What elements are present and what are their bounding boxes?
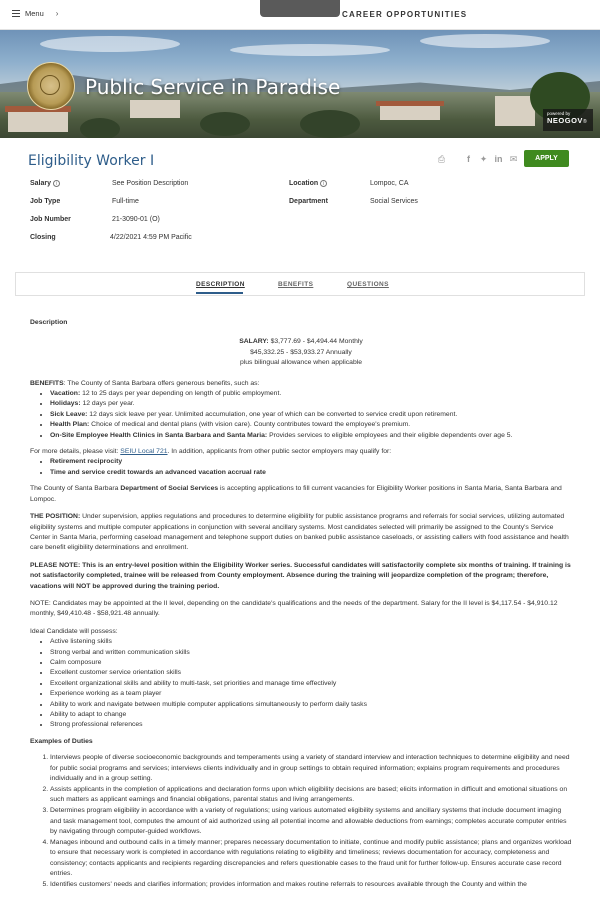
job-title: Eligibility Worker I [28, 153, 155, 169]
job-type-label: Job Type [30, 198, 61, 205]
info-icon[interactable]: i [320, 180, 327, 187]
more-details: For more details, please visit: SEIU Local 721. In addition, applicants from other public sector employers may qualify for: [30, 448, 392, 456]
neogov-brand: NEOGOV [547, 116, 583, 125]
list-item: 5. Identifies customers' needs and clarifies information; provides information and makes routine referrals to resources available through the County and within the [50, 880, 572, 890]
active-tab-indicator [196, 292, 243, 294]
closing-value: 4/22/2021 4:59 PM Pacific [110, 234, 192, 241]
tab-description[interactable]: DESCRIPTION [196, 281, 245, 288]
salary-block [30, 337, 572, 368]
list-item: • Retirement reciprocity [50, 457, 572, 467]
duties-list [50, 753, 572, 890]
facebook-icon[interactable]: f [467, 154, 470, 164]
list-item: • Sick Leave: 12 days sick leave per year. Unlimited accumulation, one year of which can be converted to service credit upon retirement. [50, 410, 572, 420]
neogov-badge[interactable]: powered by NEOGOV® [543, 109, 593, 131]
job-number-value: 21-3090-01 (O) [112, 216, 160, 223]
share-actions [437, 155, 518, 164]
list-item: • Active listening skills [50, 637, 572, 647]
list-item: • Strong verbal and written communication skills [50, 648, 572, 658]
location-value: Lompoc, CA [370, 180, 409, 187]
description-heading: Description [30, 319, 68, 326]
list-item: • Holidays: 12 days per year. [50, 399, 572, 409]
list-item: • Experience working as a team player [50, 689, 572, 699]
seiu-link[interactable]: SEIU Local 721 [120, 448, 168, 456]
county-seal-logo [27, 62, 75, 110]
top-bar [0, 0, 600, 30]
email-icon[interactable]: ✉ [509, 154, 518, 164]
hero-banner [0, 30, 600, 138]
twitter-icon[interactable]: ✦ [479, 154, 488, 164]
duties-heading: Examples of Duties [30, 737, 93, 745]
list-item: 1. Interviews people of diverse socioeconomic backgrounds and temperaments using a variety of standard interview and interaction techniques to determine eligibility and need for public social programs and services; interviews clients individually and in group settings to obtain required information; explains program requirements and procedures individually and in a group setting. [50, 753, 572, 784]
note-ii-paragraph: NOTE: Candidates may be appointed at the II level, depending on the candidate's qualifications and the needs of the department. Salary for the II level is $4,117.54 - $4,910.12 monthly, $49,410.48 - $58,921.48 annually. [30, 599, 558, 618]
apply-button[interactable]: APPLY [524, 150, 569, 167]
location-label: Location [289, 180, 319, 187]
powered-by-text: powered by [547, 111, 571, 116]
department-label: Department [289, 198, 328, 205]
intro-paragraph: The County of Santa Barbara Department of Social Services is accepting applications to fill current vacancies for Eligibility Worker positions in Santa Maria, Santa Barbara and Lompoc. [30, 485, 562, 503]
list-item: • Excellent organizational skills and ability to multi-task, set priorities and manage time effectively [50, 679, 572, 689]
job-description [30, 318, 572, 897]
extra-benefits-list [50, 457, 572, 478]
ideal-list [50, 637, 572, 731]
department-value: Social Services [370, 198, 418, 205]
list-item: • Calm composure [50, 658, 572, 668]
salary-label: Salary [30, 180, 52, 187]
closing-label: Closing [30, 234, 56, 241]
info-icon[interactable]: i [53, 180, 60, 187]
tab-benefits[interactable]: BENEFITS [278, 281, 314, 288]
list-item: 2. Assists applicants in the completion of applications and declaration forms upon which eligibility decisions are based; elicits information in difficult and emotional situations on such matters as applicant earnings and financial obligations, parental status and living arrangements. [50, 785, 572, 806]
list-item: • Time and service credit towards an advanced vacation accrual rate [50, 468, 572, 478]
menu-button[interactable] [12, 9, 58, 18]
print-icon[interactable]: ⎙ [437, 154, 446, 164]
list-item: • Excellent customer service orientation skills [50, 668, 572, 678]
hamburger-icon [12, 10, 20, 17]
list-item: • Strong professional references [50, 720, 572, 730]
benefits-intro: BENEFITS: The County of Santa Barbara offers generous benefits, such as: [30, 379, 260, 387]
job-number-label: Job Number [30, 216, 71, 223]
page-title: CAREER OPPORTUNITIES [342, 10, 468, 19]
list-item: • Ability to work and navigate between multiple computer applications simultaneously to perform daily tasks [50, 700, 572, 710]
salary-note: plus bilingual allowance when applicable [239, 359, 363, 367]
chevron-right-icon: › [55, 9, 59, 18]
top-dark-tab [260, 0, 340, 17]
linkedin-icon[interactable]: in [494, 154, 503, 164]
list-item: • On-Site Employee Health Clinics in Santa Barbara and Santa Maria: Provides services to eligible employees and their eligible dependents over age 5. [50, 431, 572, 441]
tab-questions[interactable]: QUESTIONS [347, 281, 389, 288]
list-item: • Vacation: 12 to 25 days per year depending on length of public employment. [50, 389, 572, 399]
tab-bar [15, 272, 585, 296]
job-type-value: Full-time [112, 198, 139, 205]
list-item: • Ability to adapt to change [50, 710, 572, 720]
salary-value: See Position Description [112, 180, 189, 187]
list-item: 4. Manages inbound and outbound calls in a timely manner; prepares necessary documentation to initiate, continue and modify public assistance; plans and organizes workload to ensure that necessary work is completed in accordance with regulations relating to eligibility and timeliness; reviews documentation for accuracy, completeness and consistency; contacts applicants and recipients regarding discrepancies and refers questionable cases to the fraud unit for further follow-up. Ensures accurate case record entries. [50, 838, 572, 880]
list-item: • Health Plan: Choice of medical and dental plans (with vision care). County contributes toward the employee's premium. [50, 420, 572, 430]
banner-title: Public Service in Paradise [85, 75, 341, 99]
position-paragraph: THE POSITION: Under supervision, applies regulations and procedures to determine eligibility for public assistance programs and referrals for social services, utilizing automated eligibility systems and multiple computer applications in conjunction with several ancillary systems. Most candidates selected will primarily be assigned to the County's Service Center in Santa Maria, performing caseload management and telephone support duties on banked public assistance caseloads, or assisting callers with food assistance and health care benefit eligibility determinations and enrollment. [30, 513, 569, 552]
benefits-list [50, 389, 572, 441]
please-note-paragraph: PLEASE NOTE: This is an entry-level position within the Eligibility Worker series. Successful candidates will satisfactorily complete six months of training. If training is not satisfactorily completed, trainee will be released from County employment. Absence during the training will jeopardize completion of the program; therefore, vacations will NOT be approved during the training period. [30, 561, 571, 590]
ideal-heading: Ideal Candidate will possess: [30, 627, 118, 635]
list-item: 3. Determines program eligibility in accordance with a variety of regulations; using various automated eligibility systems and ancillary systems that include document imaging and task management tool, computes the amount of aid authorized using all potential income and allowable deductions from earnings; completes accurate computer entries by navigating through computer-guided workflows. [50, 806, 572, 837]
salary-label-text: SALARY: [239, 338, 269, 346]
salary-monthly: $3,777.69 - $4,494.44 Monthly [270, 338, 363, 346]
menu-label: Menu [25, 9, 44, 18]
salary-annual: $45,332.25 - $53,933.27 Annually [250, 348, 352, 356]
